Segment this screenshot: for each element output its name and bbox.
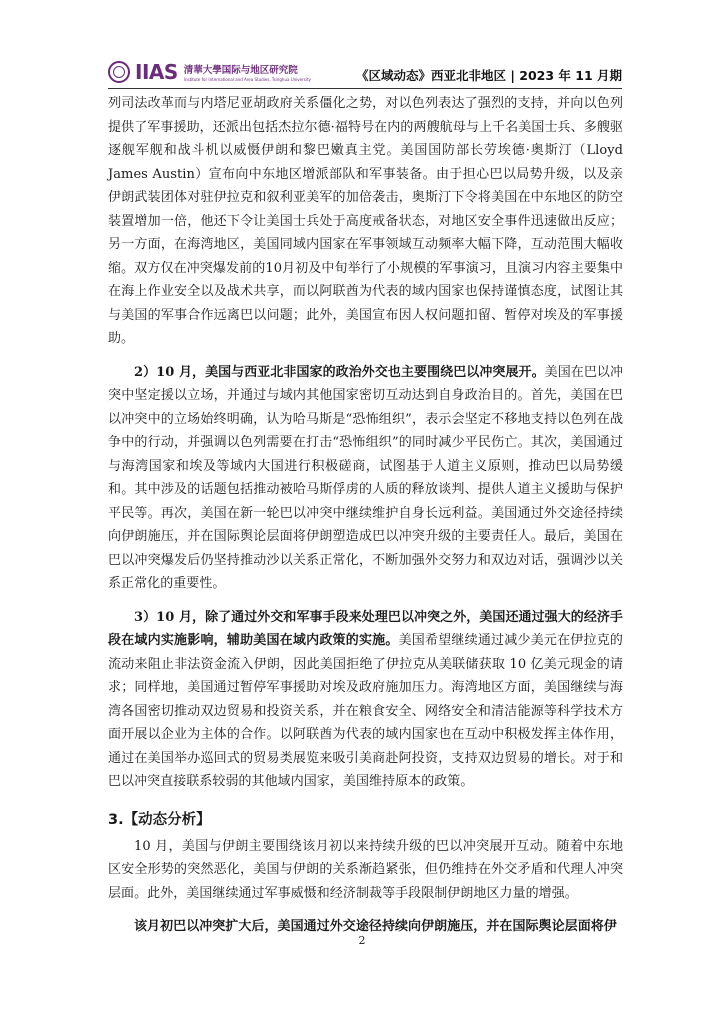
logo-wordmark: IIAS bbox=[135, 60, 178, 84]
institute-logo bbox=[108, 60, 311, 84]
paragraph-economic-means bbox=[108, 606, 623, 794]
paragraph-continued: 列司法改革而与内塔尼亚胡政府关系僵化之势，对以色列表达了强烈的支持，并向以色列提供了军事援助，还派出包括杰拉尔德·福特号在内的两艘航母与上千名美国士兵、多艘驱逐舰军舰和战斗机以威慑伊朗和黎巴嫩真主党。美国国防部长劳埃德·奥斯汀（Lloyd James Austin）宣布向中东地区增派部队和军事装备。由于担心巴以局势升级，以及亲伊朗武装团体对驻伊拉克和叙利亚美军的加倍袭击，奥斯汀下令将美国在中东地区的防空装置增加一倍，他还下令让美国士兵处于高度戒备状态，对地区安全事件迅速做出反应；另一方面，在海湾地区，美国同域内国家在军事领域互动频率大幅下降，互动范围大幅收缩。双方仅在冲突爆发前的10月初及中旬举行了小规模的军事演习，且演习内容主要集中在海上作业安全以及战术共享，而以阿联酋为代表的域内国家也保持谨慎态度，试图让其与美国的军事合作远离巴以问题；此外，美国宣布因人权问题扣留、暂停对埃及的军事援助。 bbox=[108, 96, 623, 346]
seal-icon bbox=[108, 61, 130, 83]
paragraph-political-diplomacy bbox=[108, 361, 623, 596]
paragraph-body: 美国在巴以冲突中坚定援以立场，并通过与域内其他国家密切互动达到自身政治目的。首先，美国在巴以冲突中的立场始终明确，认为哈马斯是“恐怖组织”，表示会坚定不移地支持以色列在战争中的行动，并强调以色列需要在打击“恐怖组织”的同时减少平民伤亡。其次，美国通过与海湾国家和埃及等域内大国进行积极磋商，试图基于人道主义原则，推动巴以局势缓和。其中涉及的话题包括推动被哈马斯俘虏的人质的释放谈判、提供人道主义援助与保护平民等。再次，美国在新一轮巴以冲突中继续维护自身长远利益。美国通过外交途径持续向伊朗施压，并在国际舆论层面将伊朗塑造成巴以冲突升级的主要责任人。最后，美国在巴以冲突爆发后仍坚持推动沙以关系正常化，不断加强外交努力和双边对话，强调沙以关系正常化的重要性。 bbox=[108, 364, 623, 591]
org-name-en: Institute for International and Area Studies, Tsinghua University bbox=[183, 77, 311, 82]
page-header bbox=[108, 58, 622, 88]
paragraph-lead: 3）10 月，除了通过外交和军事手段来处理巴以冲突之外，美国还通过强大的经济手段在域内实施影响，辅助美国在域内政策的实施。 bbox=[108, 609, 623, 648]
paragraph-analysis: 10 月，美国与伊朗主要围绕该月初以来持续升级的巴以冲突展开互动。随着中东地区安全形势的突然恶化，美国与伊朗的关系渐趋紧张，但仍维持在外交矛盾和代理人冲突层面。此外，美国继续通过军事威慑和经济制裁等手段限制伊朗地区力量的增强。 bbox=[108, 838, 623, 901]
page-body bbox=[108, 92, 623, 939]
header-rule bbox=[108, 88, 622, 89]
section-heading: 3.【动态分析】 bbox=[108, 811, 211, 828]
paragraph-lead: 2）10 月，美国与西亚北非国家的政治外交也主要围绕巴以冲突展开。 bbox=[134, 364, 545, 380]
paragraph-lead: 该月初巴以冲突扩大后，美国通过外交途径持续向伊朗施压，并在国际舆论层面将伊 bbox=[134, 919, 617, 934]
org-name: 清華大學国际与地区研究院 bbox=[183, 65, 298, 76]
journal-title: 《区域动态》西亚北非地区 | 2023 年 11 月期 bbox=[355, 68, 622, 83]
page-number: 2 bbox=[358, 934, 366, 947]
paragraph-body: 美国希望继续通过减少美元在伊拉克的流动来阻止非法资金流入伊朗，因此美国拒绝了伊拉克从美联储获取 10 亿美元现金的请求；同样地，美国通过暂停军事援助对埃及政府施加压力。海湾地区方面，美国继续与海湾各国密切推动双边贸易和投资关系，并在粮食安全、网络安全和清洁能源等科学技术方面开展以企业为主体的合作。以阿联酋为代表的域内国家也在互动中积极发挥主体作用，通过在美国举办巡回式的贸易类展览来吸引美商赴阿投资，支持双边贸易的增长。对于和巴以冲突直接联系较弱的其他域内国家，美国维持原本的政策。 bbox=[108, 633, 623, 789]
